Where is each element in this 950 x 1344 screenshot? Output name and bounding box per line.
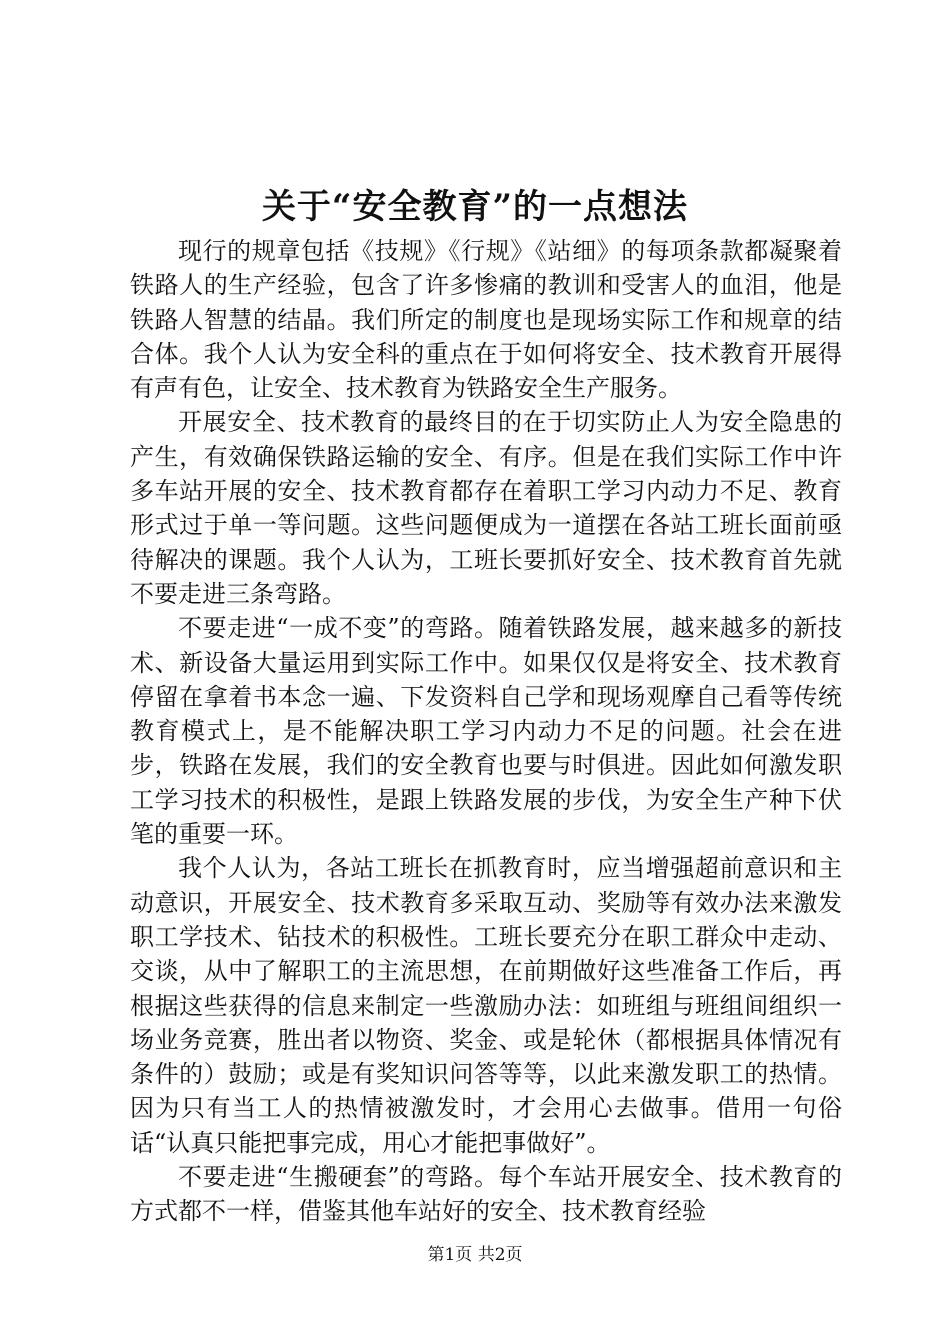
paragraph: 我个人认为，各站工班长在抓教育时，应当增强超前意识和主动意识，开展安全、技术教育多采取互动、奖励等有效办法来激发职工学技术、钻技术的积极性。工班长要充分在职工群众中走动、交谈，从中了解职工的主流思想，在前期做好这些准备工作后，再根据这些获得的信息来制定一些激励办法：如班组与班组间组织一场业务竞赛，胜出者以物资、奖金、或是轮休（都根据具体情况有条件的）鼓励；或是有奖知识问答等等，以此来激发职工的热情。因为只有当工人的热情被激发时，才会用心去做事。借用一句俗话“认真只能把事完成，用心才能把事做好”。 xyxy=(130,854,842,1157)
paragraph: 不要走进“生搬硬套”的弯路。每个车站开展安全、技术教育的方式都不一样，借鉴其他车站好的安全、技术教育经验 xyxy=(130,1163,842,1226)
paragraph: 不要走进“一成不变”的弯路。随着铁路发展，越来越多的新技术、新设备大量运用到实际工作中。如果仅仅是将安全、技术教育停留在拿着书本念一遍、下发资料自己学和现场观摩自己看等传统教育模式上，是不能解决职工学习内动力不足的问题。社会在进步，铁路在发展，我们的安全教育也要与时俱进。因此如何激发职工学习技术的积极性，是跟上铁路发展的步伐，为安全生产种下伏笔的重要一环。 xyxy=(130,614,842,849)
paragraph: 现行的规章包括《技规》《行规》《站细》的每项条款都凝聚着铁路人的生产经验，包含了许多惨痛的教训和受害人的血泪，他是铁路人智慧的结晶。我们所定的制度也是现场实际工作和规章的结合体。我个人认为安全科的重点在于如何将安全、技术教育开展得有声有色，让安全、技术教育为铁路安全生产服务。 xyxy=(130,237,842,403)
page-number-footer: 第1页 共2页 xyxy=(427,1245,523,1265)
paragraph: 开展安全、技术教育的最终目的在于切实防止人为安全隐患的产生，有效确保铁路运输的安全、有序。但是在我们实际工作中许多车站开展的安全、技术教育都存在着职工学习内动力不足、教育形式过于单一等问题。这些问题便成为一道摆在各站工班长面前亟待解决的课题。我个人认为，工班长要抓好安全、技术教育首先就不要走进三条弯路。 xyxy=(130,408,842,608)
document-body xyxy=(130,234,842,1229)
document-title: 关于“安全教育”的一点想法 xyxy=(261,187,689,227)
